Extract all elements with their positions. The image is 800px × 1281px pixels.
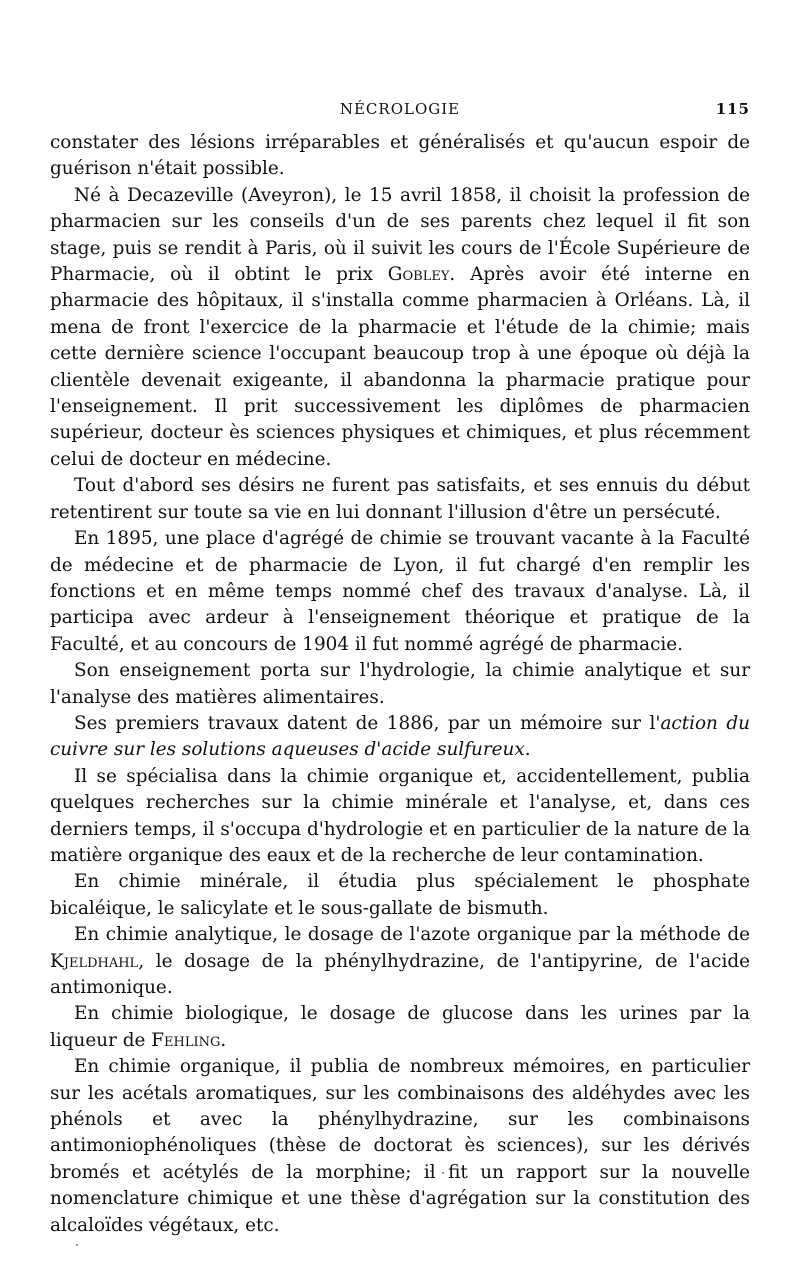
paragraph: En chimie analytique, le dosage de l'azote organique par la méthode de Kjeldhahl, le dosage de la phénylhydrazine, de l'antipyrine, de l'acide antimonique. [50, 924, 750, 998]
paragraph: En 1895, une place d'agrégé de chimie se trouvant vacante à la Faculté de médecine et de pharmacie de Lyon, il fut chargé d'en remplir les fonctions et en même temps nommé chef des travaux d'analyse. Là, il participa avec ardeur à l'enseignement théorique et pratique de la Faculté, et au concours de 1904 il fut nommé agrégé de pharmacie. [50, 528, 750, 655]
paragraph: Tout d'abord ses désirs ne furent pas satisfaits, et ses ennuis du début retentirent sur toute sa vie en lui donnant l'illusion d'être un persécuté. [50, 475, 750, 523]
running-header [50, 100, 750, 130]
paragraph: constater des lésions irréparables et généralisés et qu'aucun espoir de guérison n'était possible. [50, 132, 750, 180]
paragraph: Son enseignement porta sur l'hydrologie, la chimie analytique et sur l'analyse des matières alimentaires. [50, 660, 750, 708]
scan-speck [76, 1244, 78, 1246]
running-title: NÉCROLOGIE [339, 100, 461, 118]
paragraph: En chimie minérale, il étudia plus spécialement le phosphate bicaléique, le salicylate et le sous-gallate de bismuth. [50, 871, 750, 919]
name-fehling: Fehling [151, 1029, 221, 1051]
memoir-title: action du cuivre sur les solutions aqueuses d'acide sulfureux [50, 712, 750, 761]
paragraph: Ses premiers travaux datent de 1886, par un mémoire sur l'action du cuivre sur les solutions aqueuses d'acide sulfureux. [50, 712, 750, 761]
paragraph: Il se spécialisa dans la chimie organique et, accidentellement, publia quelques recherches sur la chimie minérale et l'analyse, et, dans ces derniers temps, il s'occupa d'hydrologie et en particulier de la nature de la matière organique des eaux et de la recherche de leur contamination. [50, 765, 751, 866]
name-gobley: Gobley [387, 264, 450, 286]
paragraph: Né à Decazeville (Aveyron), le 15 avril 1858, il choisit la profession de pharmacien sur les conseils d'un de ses parents chez lequel il fit son stage, puis se rendit à Paris, où il suivit les cours de l'École Supérieure de Pharmacie, où il obtint le prix Gobley. Après avoir été interne en pharmacie des hôpitaux, il s'installa comme pharmacien à Orléans. Là, il mena de front l'exercice de la pharmacie et l'étude de la chimie; mais cette dernière science l'occupant beaucoup trop à une époque où déjà la clientèle devenait exigeante, il abandonna la pharmacie pratique pour l'enseignement. Il prit successivement les diplômes de pharmacien supérieur, docteur ès sciences physiques et chimiques, et plus récemment celui de docteur en médecine. [50, 184, 750, 470]
page [50, 100, 750, 1239]
page-number: 115 [715, 100, 750, 118]
article-body [50, 130, 750, 1239]
paragraph: En chimie biologique, le dosage de glucose dans les urines par la liqueur de Fehling. [50, 1003, 750, 1051]
name-kjeldhahl: Kjeldhahl [50, 950, 139, 972]
paragraph: En chimie organique, il publia de nombreux mémoires, en particulier sur les acétals aromatiques, sur les combinaisons des aldéhydes avec les phénols et avec la phénylhydrazine, sur les combinaisons antimoniophénoliques (thèse de doctorat ès sciences), sur les dérivés bromés et acétylés de la morphine; il fit un rapport sur la nouvelle nomenclature chimique et une thèse d'agrégation sur la constitution des alcaloïdes végétaux, etc. [50, 1056, 750, 1236]
